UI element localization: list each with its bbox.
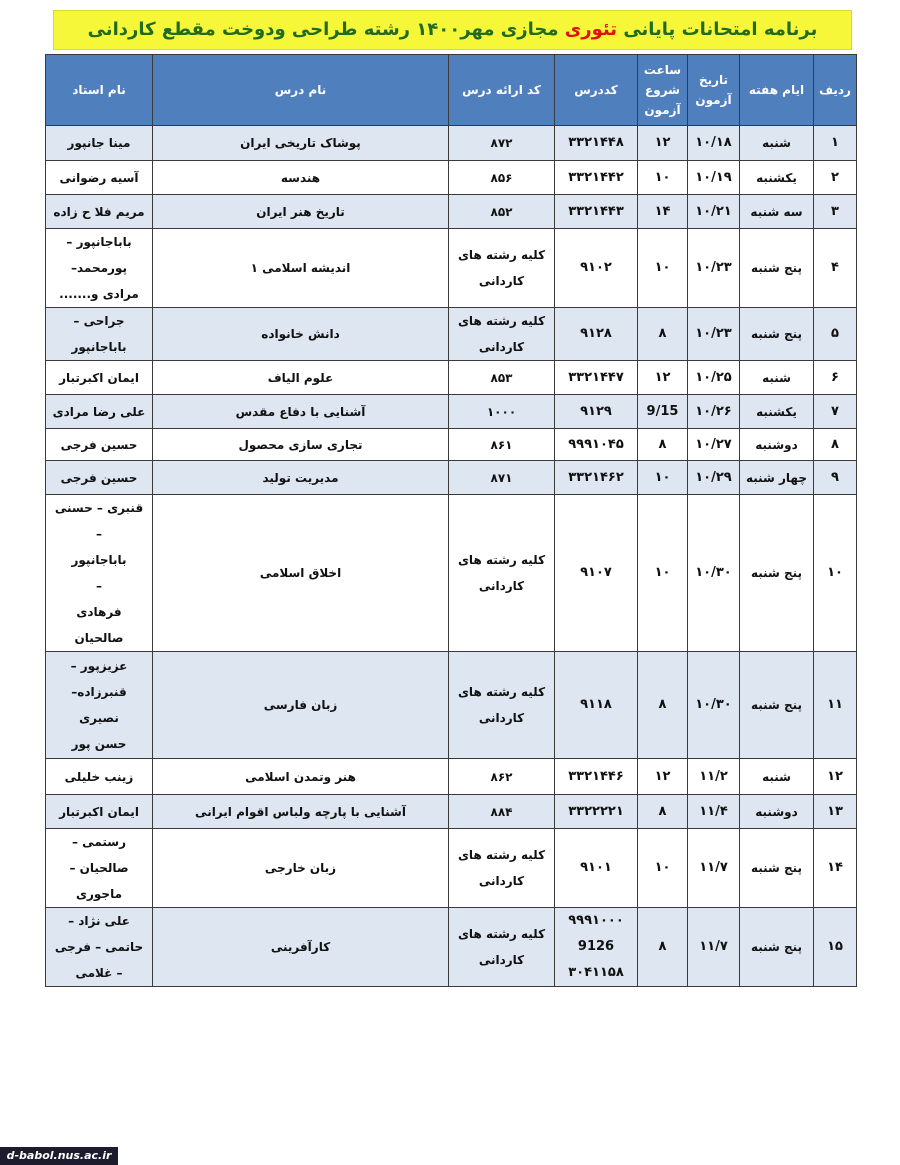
offer-code-cell: ۸۸۴ bbox=[449, 795, 555, 829]
teacher-cell: باباجانپور – پورمحمد– مرادی و....... bbox=[46, 229, 153, 308]
table-row bbox=[46, 161, 857, 195]
table-row bbox=[46, 759, 857, 795]
table-row bbox=[46, 908, 857, 987]
row-number-cell: ۱۴ bbox=[814, 829, 857, 908]
day-cell: پنج شنبه bbox=[740, 652, 814, 759]
date-cell: ۱۰/۲۳ bbox=[688, 308, 740, 361]
offer-code-cell: کلیه رشته های کاردانی bbox=[449, 229, 555, 308]
offer-code-cell: کلیه رشته های کاردانی bbox=[449, 495, 555, 652]
course-name-cell: مدیریت تولید bbox=[153, 461, 449, 495]
row-number-cell: ۲ bbox=[814, 161, 857, 195]
row-number-cell: ۱۵ bbox=[814, 908, 857, 987]
table-row bbox=[46, 461, 857, 495]
course-code-cell: ۹۱۰۲ bbox=[555, 229, 638, 308]
course-name-cell: پوشاک تاریخی ایران bbox=[153, 126, 449, 161]
teacher-cell: حسین فرجی bbox=[46, 429, 153, 461]
course-name-cell: اخلاق اسلامی bbox=[153, 495, 449, 652]
day-cell: دوشنبه bbox=[740, 795, 814, 829]
time-cell: ۸ bbox=[638, 429, 688, 461]
day-cell: چهار شنبه bbox=[740, 461, 814, 495]
offer-code-cell: کلیه رشته های کاردانی bbox=[449, 308, 555, 361]
day-cell: یکشنبه bbox=[740, 395, 814, 429]
row-number-cell: ۸ bbox=[814, 429, 857, 461]
header-day: ایام هفته bbox=[740, 55, 814, 126]
row-number-cell: ۳ bbox=[814, 195, 857, 229]
header-course-code: کددرس bbox=[555, 55, 638, 126]
site-url-footer: d-babol.nus.ac.ir bbox=[0, 1147, 118, 1165]
time-cell: ۱۰ bbox=[638, 829, 688, 908]
time-cell: ۱۰ bbox=[638, 161, 688, 195]
date-cell: ۱۰/۳۰ bbox=[688, 652, 740, 759]
header-row-number: ردیف bbox=[814, 55, 857, 126]
time-cell: ۱۰ bbox=[638, 495, 688, 652]
course-name-cell: دانش خانواده bbox=[153, 308, 449, 361]
table-row bbox=[46, 395, 857, 429]
row-number-cell: ۴ bbox=[814, 229, 857, 308]
teacher-cell: زینب خلیلی bbox=[46, 759, 153, 795]
course-code-cell: ۹۱۲۸ bbox=[555, 308, 638, 361]
date-cell: ۱۰/۱۸ bbox=[688, 126, 740, 161]
offer-code-cell: ۸۵۶ bbox=[449, 161, 555, 195]
course-code-cell: ۳۳۲۱۴۴۷ bbox=[555, 361, 638, 395]
teacher-cell: علی نژاد – حاتمی – فرجی – غلامی bbox=[46, 908, 153, 987]
course-code-cell: ۹۱۲۹ bbox=[555, 395, 638, 429]
table-row bbox=[46, 495, 857, 652]
date-cell: ۱۱/۲ bbox=[688, 759, 740, 795]
offer-code-cell: کلیه رشته های کاردانی bbox=[449, 829, 555, 908]
day-cell: پنج شنبه bbox=[740, 495, 814, 652]
row-number-cell: ۶ bbox=[814, 361, 857, 395]
day-cell: شنبه bbox=[740, 759, 814, 795]
offer-code-cell: ۸۷۲ bbox=[449, 126, 555, 161]
date-cell: ۱۰/۲۷ bbox=[688, 429, 740, 461]
date-cell: ۱۰/۲۱ bbox=[688, 195, 740, 229]
day-cell: دوشنبه bbox=[740, 429, 814, 461]
course-code-cell: ۹۱۰۷ bbox=[555, 495, 638, 652]
course-code-cell: ۳۳۲۲۲۲۱ bbox=[555, 795, 638, 829]
day-cell: یکشنبه bbox=[740, 161, 814, 195]
course-name-cell: زبان خارجی bbox=[153, 829, 449, 908]
exam-schedule-table bbox=[45, 54, 857, 987]
course-name-cell: کارآفرینی bbox=[153, 908, 449, 987]
course-code-cell: ۳۳۲۱۴۴۶ bbox=[555, 759, 638, 795]
course-code-cell: ۹۹۹۱۰۴۵ bbox=[555, 429, 638, 461]
day-cell: شنبه bbox=[740, 126, 814, 161]
date-cell: ۱۰/۲۹ bbox=[688, 461, 740, 495]
teacher-cell: ایمان اکبرتبار bbox=[46, 361, 153, 395]
teacher-cell: علی رضا مرادی bbox=[46, 395, 153, 429]
table-row bbox=[46, 126, 857, 161]
course-name-cell: تجاری سازی محصول bbox=[153, 429, 449, 461]
row-number-cell: ۱۲ bbox=[814, 759, 857, 795]
row-number-cell: ۱۰ bbox=[814, 495, 857, 652]
teacher-cell: رستمی – صالحیان – ماجوری bbox=[46, 829, 153, 908]
row-number-cell: ۱۳ bbox=[814, 795, 857, 829]
day-cell: پنج شنبه bbox=[740, 908, 814, 987]
day-cell: پنج شنبه bbox=[740, 229, 814, 308]
offer-code-cell: ۸۷۱ bbox=[449, 461, 555, 495]
course-code-cell: ۳۳۲۱۴۴۲ bbox=[555, 161, 638, 195]
time-cell: ۱۰ bbox=[638, 461, 688, 495]
time-cell: ۸ bbox=[638, 908, 688, 987]
date-cell: ۱۰/۲۳ bbox=[688, 229, 740, 308]
course-code-cell: ۹۱۰۱ bbox=[555, 829, 638, 908]
day-cell: پنج شنبه bbox=[740, 308, 814, 361]
offer-code-cell: کلیه رشته های کاردانی bbox=[449, 652, 555, 759]
date-cell: ۱۱/۷ bbox=[688, 829, 740, 908]
date-cell: ۱۰/۳۰ bbox=[688, 495, 740, 652]
teacher-cell: مینا جانپور bbox=[46, 126, 153, 161]
course-code-cell: ۳۳۲۱۴۶۲ bbox=[555, 461, 638, 495]
time-cell: ۸ bbox=[638, 308, 688, 361]
time-cell: 9/15 bbox=[638, 395, 688, 429]
teacher-cell: جراحی – باباجانپور bbox=[46, 308, 153, 361]
course-name-cell: اندیشه اسلامی ۱ bbox=[153, 229, 449, 308]
teacher-cell: ایمان اکبرتبار bbox=[46, 795, 153, 829]
course-name-cell: زبان فارسی bbox=[153, 652, 449, 759]
course-name-cell: تاریخ هنر ایران bbox=[153, 195, 449, 229]
page-title bbox=[53, 10, 852, 50]
teacher-cell: آسیه رضوانی bbox=[46, 161, 153, 195]
teacher-cell: عزیزپور – قنبرزاده– نصیری حسن پور bbox=[46, 652, 153, 759]
day-cell: سه شنبه bbox=[740, 195, 814, 229]
offer-code-cell: ۸۶۱ bbox=[449, 429, 555, 461]
date-cell: ۱۰/۲۶ bbox=[688, 395, 740, 429]
header-offer-code: کد ارائه درس bbox=[449, 55, 555, 126]
day-cell: پنج شنبه bbox=[740, 829, 814, 908]
table-row bbox=[46, 308, 857, 361]
offer-code-cell: ۸۶۲ bbox=[449, 759, 555, 795]
header-course-name: نام درس bbox=[153, 55, 449, 126]
header-date: تاریخ آزمون bbox=[688, 55, 740, 126]
course-name-cell: آشنایی با پارچه ولباس اقوام ایرانی bbox=[153, 795, 449, 829]
offer-code-cell: کلیه رشته های کاردانی bbox=[449, 908, 555, 987]
date-cell: ۱۰/۱۹ bbox=[688, 161, 740, 195]
time-cell: ۸ bbox=[638, 652, 688, 759]
row-number-cell: ۹ bbox=[814, 461, 857, 495]
course-name-cell: آشنایی با دفاع مقدس bbox=[153, 395, 449, 429]
row-number-cell: ۱ bbox=[814, 126, 857, 161]
row-number-cell: ۱۱ bbox=[814, 652, 857, 759]
table-row bbox=[46, 361, 857, 395]
course-name-cell: علوم الیاف bbox=[153, 361, 449, 395]
course-code-cell: ۳۳۲۱۴۴۸ bbox=[555, 126, 638, 161]
offer-code-cell: ۸۵۳ bbox=[449, 361, 555, 395]
course-name-cell: هنر وتمدن اسلامی bbox=[153, 759, 449, 795]
course-name-cell: هندسه bbox=[153, 161, 449, 195]
time-cell: ۱۲ bbox=[638, 126, 688, 161]
row-number-cell: ۵ bbox=[814, 308, 857, 361]
date-cell: ۱۰/۲۵ bbox=[688, 361, 740, 395]
teacher-cell: مریم فلا ح زاده bbox=[46, 195, 153, 229]
table-header-row bbox=[46, 55, 857, 126]
header-time: ساعت شروع آزمون bbox=[638, 55, 688, 126]
course-code-cell: ۳۳۲۱۴۴۳ bbox=[555, 195, 638, 229]
table-row bbox=[46, 195, 857, 229]
time-cell: ۱۴ bbox=[638, 195, 688, 229]
time-cell: ۱۰ bbox=[638, 229, 688, 308]
row-number-cell: ۷ bbox=[814, 395, 857, 429]
offer-code-cell: ۸۵۲ bbox=[449, 195, 555, 229]
teacher-cell: حسین فرجی bbox=[46, 461, 153, 495]
date-cell: ۱۱/۷ bbox=[688, 908, 740, 987]
teacher-cell: قنبری – حسنی – باباجانپور – فرهادی صالحیان bbox=[46, 495, 153, 652]
title-before: برنامه امتحانات پایانی bbox=[623, 19, 818, 40]
time-cell: ۱۲ bbox=[638, 759, 688, 795]
table-row bbox=[46, 829, 857, 908]
course-code-cell: ۹۱۱۸ bbox=[555, 652, 638, 759]
title-after: مجازی مهر۱۴۰۰ رشته طراحی ودوخت مقطع کاردانی bbox=[87, 19, 559, 40]
table-row bbox=[46, 652, 857, 759]
offer-code-cell: ۱۰۰۰ bbox=[449, 395, 555, 429]
title-highlight: تئوری bbox=[564, 19, 618, 40]
table-row bbox=[46, 795, 857, 829]
header-teacher: نام استاد bbox=[46, 55, 153, 126]
time-cell: ۸ bbox=[638, 795, 688, 829]
table-row bbox=[46, 229, 857, 308]
course-code-cell: ۹۹۹۱۰۰۰ 9126 ۳۰۴۱۱۵۸ bbox=[555, 908, 638, 987]
table-row bbox=[46, 429, 857, 461]
time-cell: ۱۲ bbox=[638, 361, 688, 395]
day-cell: شنبه bbox=[740, 361, 814, 395]
date-cell: ۱۱/۴ bbox=[688, 795, 740, 829]
